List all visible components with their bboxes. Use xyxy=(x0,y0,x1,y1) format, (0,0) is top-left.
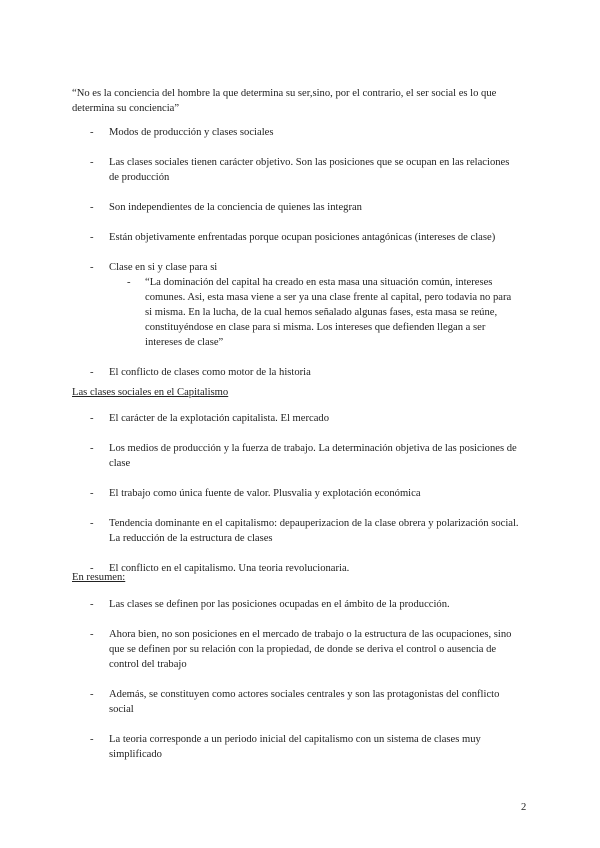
list-item: - Clase en si y clase para si - “La dominación del capital ha creado en esta masa una situación común, intereses comunes. Asi, esta masa viene a ser ya una clase frente al capital, pero todavia no para si misma. En la lucha, de la cual hemos señalado algunas fases, esta masa se reúne, constituyéndose en clase para si misma. Los intereses que defienden llegan a ser intereses de clase” xyxy=(0,260,519,350)
bullet-dash: - xyxy=(90,367,94,378)
section-heading-capitalismo: Las clases sociales en el Capitalismo xyxy=(72,387,229,398)
bullet-dash: - xyxy=(90,599,94,610)
bullet-dash: - xyxy=(90,443,94,454)
bullet-dash: - xyxy=(127,277,131,288)
page-number: 2 xyxy=(521,802,527,813)
opening-quote: “No es la conciencia del hombre la que determina su ser,sino, por el contrario, el ser social es lo que determina su conciencia” xyxy=(72,88,497,114)
list-item: - Tendencia dominante en el capitalismo: depauperizacion de la clase obrera y polarización social. La reducción de la estructura de clases xyxy=(90,518,519,544)
bullet-dash: - xyxy=(90,202,94,213)
bullet-dash: - xyxy=(90,262,94,273)
list-item: - El conflicto en el capitalismo. Una teoria revolucionaria. xyxy=(90,563,350,574)
bullet-dash: - xyxy=(90,232,94,243)
list-item: - El trabajo como única fuente de valor. Plusvalia y explotación económica xyxy=(90,488,421,499)
list-item: - Además, se constituyen como actores sociales centrales y son las protagonistas del conflicto social xyxy=(90,689,500,715)
bullet-dash: - xyxy=(90,488,94,499)
list-item: - Modos de producción y clases sociales xyxy=(90,127,274,138)
bullet-dash: - xyxy=(90,734,94,745)
list-capitalismo xyxy=(0,411,600,591)
bullet-dash: - xyxy=(90,127,94,138)
bullet-dash: - xyxy=(90,563,94,574)
list-item: - Los medios de producción y la fuerza de trabajo. La determinación objetiva de las posiciones de clase xyxy=(90,443,517,469)
list-item: - Las clases se definen por las posiciones ocupadas en el ámbito de la producción. xyxy=(90,599,450,610)
bullet-dash: - xyxy=(90,689,94,700)
list-item: - El carácter de la explotación capitalista. El mercado xyxy=(90,413,330,424)
list-item: - Están objetivamente enfrentadas porque ocupan posiciones antagónicas (intereses de clase) xyxy=(90,232,496,243)
list-item: - Ahora bien, no son posiciones en el mercado de trabajo o la estructura de las ocupaciones, sino que se definen por su relación con la propiedad, de donde se deriva el control o ausencia de control del trabajo xyxy=(90,629,512,670)
nested-list xyxy=(109,275,519,350)
list-item: - El conflicto de clases como motor de la historia xyxy=(90,367,311,378)
bullet-dash: - xyxy=(90,518,94,529)
list-item: - Son independientes de la conciencia de quienes las integran xyxy=(90,202,362,213)
list-item: - Las clases sociales tienen carácter objetivo. Son las posiciones que se ocupan en las relaciones de producción xyxy=(90,157,510,183)
list-resumen xyxy=(0,597,600,777)
section-heading-resumen: En resumen: xyxy=(72,572,126,583)
bullet-dash: - xyxy=(90,629,94,640)
list-item: - La teoria corresponde a un periodo inicial del capitalismo con un sistema de clases muy simplificado xyxy=(90,734,481,760)
bullet-dash: - xyxy=(90,157,94,168)
list-marx-concepts xyxy=(0,125,600,395)
bullet-dash: - xyxy=(90,413,94,424)
nested-quote-item: - “La dominación del capital ha creado en esta masa una situación común, intereses comunes. Asi, esta masa viene a ser ya una clase frente al capital, pero todavia no para si misma. En la lucha, de la cual hemos señalado algunas fases, esta masa se reúne, constituyéndose en clase para si misma. Los intereses que defienden llegan a ser intereses de clase” xyxy=(127,277,512,348)
